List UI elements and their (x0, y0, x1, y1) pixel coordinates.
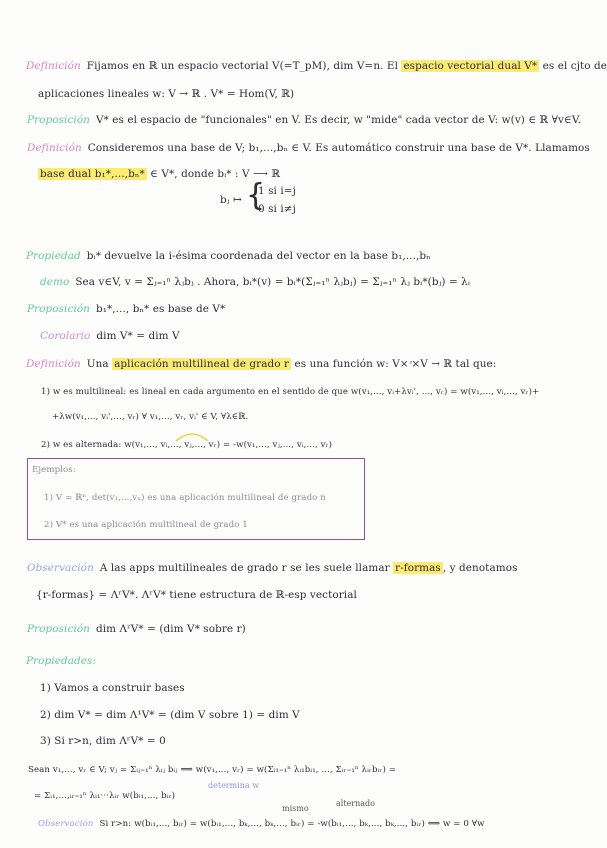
case-bottom: 0 si i≠j (258, 203, 296, 215)
observation-zero: Observación Si r>n: w(bᵢ₁,..., bᵢᵣ) = w(bᵢ₁,..., bₖ,..., bₖ,..., bᵢᵣ) = -w(bᵢ₁,..., bₖ,..., bₖ,..., bᵢᵣ) ⟺ w = 0 ∀w (38, 819, 485, 829)
label-definicion: Definición (27, 142, 82, 154)
map-rule: bⱼ ↦ (220, 194, 242, 206)
label-propiedad: Propiedad (26, 250, 81, 262)
label-proposicion: Proposición (27, 114, 90, 126)
examples-title: Ejemplos: (32, 465, 76, 475)
observation-r-forms: Observación A las apps multilineales de grado r se les suele llamar r-formas , y denotamos (27, 562, 518, 574)
definition-dual-base: Definición Consideremos una base de V; b₁,...,bₙ ∈ V. Es automático construir una base de V*. Llamamos (27, 142, 590, 154)
text-line: {r-formas} = ΛʳV*. ΛʳV* tiene estructura de ℝ-esp vectorial (36, 589, 357, 601)
corollary-dim: Corolario dim V* = dim V (40, 330, 180, 342)
property-coordinates: Propiedad bᵢ* devuelve la i-ésima coordenada del vector en la base b₁,...,bₙ (26, 250, 431, 262)
definition-dual-space: Definición Fijamos en ℝ un espacio vectorial V(=T_pM), dim V=n. El espacio vectorial dual V* es el cjto de (26, 60, 607, 72)
label-corolario: Corolario (40, 330, 91, 342)
proposition-dim: Proposición dim ΛʳV* = (dim V* sobre r) (27, 623, 246, 635)
case-top: 1 si i=j (258, 185, 296, 197)
multilinear-condition-cont: +λw(v₁,..., vᵢ',..., vᵣ) ∀ v₁,..., vᵣ, vᵢ' ∈ V, ∀λ∈ℝ. (52, 412, 249, 422)
label-observacion: Observación (38, 819, 94, 829)
label-observacion: Observación (27, 562, 94, 574)
expansion-sum: = Σᵢ₁,...,ᵢᵣ₌₁ⁿ λᵢ₁···λᵢᵣ w(bᵢ₁,..., bᵢᵣ) (34, 791, 176, 801)
example-item: 1) V = ℝⁿ, det(v₁,...,vₙ) es una aplicación multilineal de grado n (44, 493, 326, 503)
property-item: 3) Si r>n, dim ΛʳV* = 0 (40, 735, 166, 747)
brace-icon: { (246, 178, 266, 213)
annotation-determina: determina w (208, 781, 260, 790)
demo-line: demo Sea v∈V, v = Σⱼ₌₁ⁿ λⱼbⱼ . Ahora, bᵢ*(v) = bᵢ*(Σⱼ₌₁ⁿ λⱼbⱼ) = Σⱼ₌₁ⁿ λⱼ bᵢ*(bⱼ) = λᵢ (40, 276, 471, 288)
label-demo: demo (40, 276, 70, 288)
annotation-mismo: mismo (282, 804, 309, 813)
alternating-condition: 2) w es alternada: w(v₁,..., vᵢ,..., vⱼ,..., vᵣ) = -w(v₁,..., vⱼ,..., vᵢ,..., vᵣ) (41, 440, 333, 450)
text-line: aplicaciones lineales w: V → ℝ . V* = Hom(V, ℝ) (38, 88, 295, 100)
label-proposicion: Proposición (27, 623, 90, 635)
label-definicion: Definición (26, 60, 81, 72)
annotation-alternado: alternado (336, 799, 375, 808)
label-proposicion: Proposición (27, 303, 90, 315)
expansion-line: Sean v₁,..., vᵣ ∈ V; vⱼ = Σᵢⱼ₌₁ⁿ λᵢⱼ bᵢⱼ ⟹ w(v₁,..., vᵣ) = w(Σᵢ₁₌₁ⁿ λᵢ₁bᵢ₁, ..., Σᵢᵣ₌₁ⁿ λᵢᵣbᵢᵣ) = (28, 765, 397, 775)
property-item: 2) dim V* = dim Λ¹V* = (dim V sobre 1) = dim V (40, 709, 300, 721)
example-item: 2) V* es una aplicación multilineal de grado 1 (44, 520, 248, 530)
multilinear-condition: 1) w es multilineal: es lineal en cada argumento en el sentido de que w(v₁,..., vᵢ+λvᵢ', ..., vᵣ) = w(v₁,..., vᵢ,..., vᵣ)+ (41, 387, 540, 397)
property-item: 1) Vamos a construir bases (40, 682, 185, 694)
proposition-funcionales: Proposición V* es el espacio de "funcionales" en V. Es decir, w "mide" cada vector de V: w(v) ∈ ℝ ∀v∈V. (27, 114, 582, 126)
proposition-base: Proposición b₁*,..., bₙ* es base de V* (27, 303, 226, 315)
text-line: base dual b₁*,...,bₙ* ∈ V*, donde bᵢ* : V ⟶ ℝ (40, 168, 281, 180)
label-definicion: Definición (26, 358, 81, 370)
definition-multilinear: Definición Una aplicación multilineal de grado r es una función w: V× ͬ×V → ℝ tal que: (26, 358, 497, 370)
properties-title: Propiedades: (26, 655, 97, 667)
